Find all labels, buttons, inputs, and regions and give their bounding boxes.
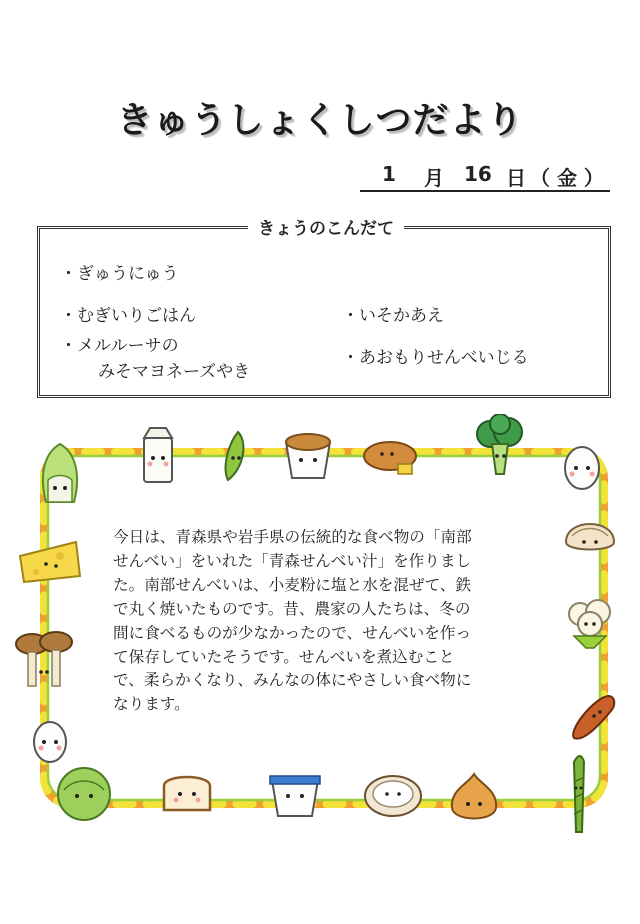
body-text: [113, 526, 525, 717]
page-title: きゅうしょくしつだより: [116, 100, 524, 141]
natto-icon: [280, 428, 336, 484]
asparagus-icon: [560, 752, 596, 838]
menu-item-soup: ・あおもりせんべいじる: [342, 348, 529, 368]
broccoli-icon: [472, 414, 528, 478]
date-month-unit: 月: [424, 166, 444, 190]
milk-carton-icon: [136, 424, 180, 486]
toast-icon: [158, 770, 216, 816]
body-line: て保存していたそうです。せんべいを煮込むこと: [113, 647, 455, 666]
body-line: せんべい」をいれた「青森せんべい汁」を作りまし: [113, 551, 472, 570]
cauliflower-icon: [564, 596, 616, 650]
rice-bowl-icon: [362, 774, 424, 820]
body-line: 今日は、青森県や岩手県の伝統的な食べ物の「南部: [113, 528, 472, 546]
chinese-cabbage-icon: [34, 440, 86, 510]
body-line: た。南部せんべいは、小麦粉に塩と水を混ぜて、鉄: [113, 575, 472, 594]
date-day: 16: [464, 162, 492, 186]
cheese-icon: [16, 536, 84, 586]
sausage-icon: [564, 690, 620, 746]
date-month: 1: [382, 162, 396, 186]
date-weekday: （ 金 ）: [530, 166, 604, 190]
menu-item-rice: ・むぎいりごはん: [60, 306, 196, 326]
body-line: 間に食べるものが少なかったので、せんべいを作っ: [113, 623, 472, 642]
egg-face-icon: [28, 718, 72, 766]
date-day-unit: 日: [506, 166, 526, 190]
menu-item-isoka: ・いそかあえ: [342, 306, 444, 326]
menu-heading: きょうのこんだて: [248, 214, 404, 239]
okra-icon: [214, 428, 254, 484]
menu-item-fish-cont: みそマヨネーズやき: [98, 362, 251, 382]
body-line: で、柔らかくなり、みんなの体にやさしい食べ物に: [113, 671, 472, 690]
clam-icon: [562, 512, 618, 560]
cabbage-icon: [52, 764, 116, 822]
mushroom-icon: [10, 628, 78, 692]
yogurt-icon: [266, 770, 324, 820]
egg-icon: [560, 442, 604, 492]
menu-item-fish: ・メルルーサの: [60, 336, 179, 356]
body-line: なります。: [113, 695, 190, 714]
body-line: で丸く焼いたものです。昔、農家の人たちは、冬の: [113, 599, 471, 618]
onion-icon: [446, 770, 502, 828]
bread-icon: [362, 438, 418, 478]
menu-item-milk: ・ぎゅうにゅう: [60, 264, 179, 284]
